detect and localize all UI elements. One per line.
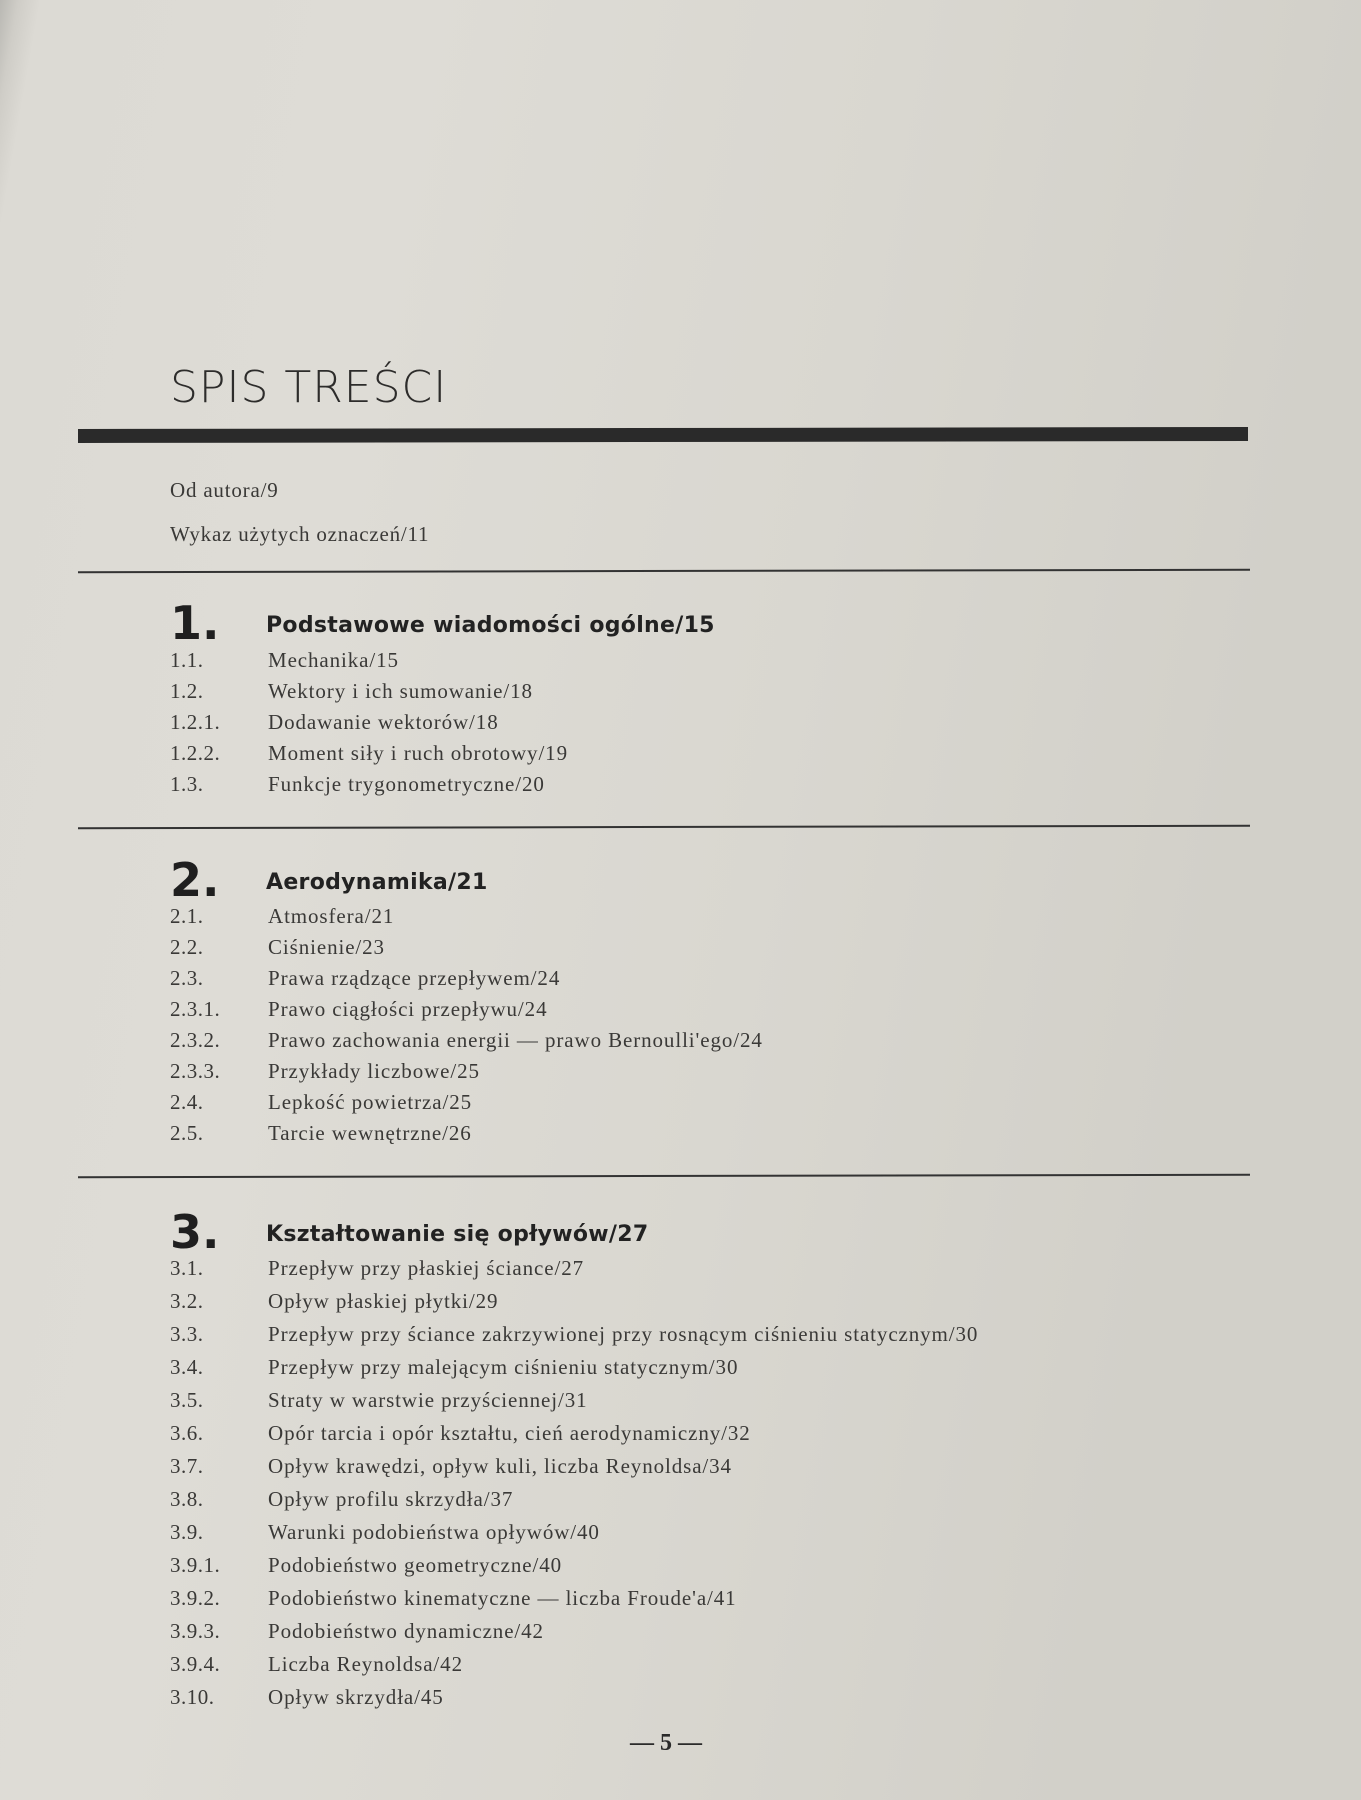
entry-text: Przepływ przy płaskiej ściance/27 xyxy=(268,1256,585,1280)
page-title: SPIS TREŚCI xyxy=(170,362,448,413)
entry-number: 1.2. xyxy=(170,679,204,703)
chapter-number: 2. xyxy=(170,853,220,907)
toc-entry xyxy=(170,1322,1270,1352)
entry-number: 3.1. xyxy=(170,1256,204,1280)
entry-number: 1.2.2. xyxy=(170,741,221,765)
toc-entry xyxy=(170,1619,1270,1649)
toc-entry xyxy=(170,679,1270,709)
entry-text: Opływ krawędzi, opływ kuli, liczba Reynoldsa/34 xyxy=(268,1454,732,1478)
entry-number: 3.5. xyxy=(170,1388,204,1412)
entry-number: 3.8. xyxy=(170,1487,204,1511)
entry-text: Atmosfera/21 xyxy=(268,904,395,928)
chapter-title: Aerodynamika/21 xyxy=(266,870,488,895)
entry-number: 3.2. xyxy=(170,1289,204,1313)
toc-entry xyxy=(170,1553,1270,1583)
toc-entry xyxy=(170,904,1270,934)
title-rule xyxy=(78,427,1248,443)
entry-text: Podobieństwo dynamiczne/42 xyxy=(268,1619,544,1643)
toc-entry xyxy=(170,1652,1270,1682)
entry-text: Podobieństwo kinematyczne — liczba Froude'a/41 xyxy=(268,1586,737,1610)
entry-number: 2.3.1. xyxy=(170,997,221,1021)
entry-text: Przykłady liczbowe/25 xyxy=(268,1059,480,1083)
toc-entry xyxy=(170,1388,1270,1418)
entry-number: 2.3.2. xyxy=(170,1028,221,1052)
entry-number: 2.5. xyxy=(170,1121,204,1145)
toc-entry xyxy=(170,1059,1270,1089)
entry-number: 3.7. xyxy=(170,1454,204,1478)
toc-entry xyxy=(170,648,1270,678)
chapter-number: 1. xyxy=(170,596,220,650)
entry-number: 1.3. xyxy=(170,772,204,796)
toc-entry xyxy=(170,1090,1270,1120)
entry-text: Przepływ przy ściance zakrzywionej przy rosnącym ciśnieniu statycznym/30 xyxy=(268,1322,979,1346)
entry-text: Prawo ciągłości przepływu/24 xyxy=(268,997,548,1021)
entry-text: Liczba Reynoldsa/42 xyxy=(268,1652,463,1676)
entry-text: Straty w warstwie przyściennej/31 xyxy=(268,1388,588,1412)
toc-entry xyxy=(170,741,1270,771)
entry-number: 1.2.1. xyxy=(170,710,221,734)
entry-text: Funkcje trygonometryczne/20 xyxy=(268,772,545,796)
entry-text: Opływ płaskiej płytki/29 xyxy=(268,1289,499,1313)
toc-entry xyxy=(170,997,1270,1027)
entry-text: Opływ profilu skrzydła/37 xyxy=(268,1487,514,1511)
entry-number: 3.3. xyxy=(170,1322,204,1346)
entry-number: 3.9.4. xyxy=(170,1652,221,1676)
entry-text: Opływ skrzydła/45 xyxy=(268,1685,444,1709)
entry-text: Dodawanie wektorów/18 xyxy=(268,710,499,734)
entry-text: Przepływ przy malejącym ciśnieniu statycznym/30 xyxy=(268,1355,739,1379)
chapter-title: Podstawowe wiadomości ogólne/15 xyxy=(266,613,715,638)
front-matter-item: Od autora/9 xyxy=(170,478,279,502)
entry-number: 2.3.3. xyxy=(170,1059,221,1083)
entry-number: 3.4. xyxy=(170,1355,204,1379)
entry-text: Tarcie wewnętrzne/26 xyxy=(268,1121,472,1145)
entry-number: 3.10. xyxy=(170,1685,215,1709)
entry-number: 2.4. xyxy=(170,1090,204,1114)
toc-entry xyxy=(170,1487,1270,1517)
entry-number: 3.9.3. xyxy=(170,1619,221,1643)
entry-text: Ciśnienie/23 xyxy=(268,935,385,959)
entry-text: Podobieństwo geometryczne/40 xyxy=(268,1553,563,1577)
front-matter-item: Wykaz użytych oznaczeń/11 xyxy=(170,522,430,546)
entry-number: 3.9.2. xyxy=(170,1586,221,1610)
toc-entry xyxy=(170,966,1270,996)
chapter-number: 3. xyxy=(170,1205,220,1259)
toc-entry xyxy=(170,1520,1270,1550)
entry-number: 2.3. xyxy=(170,966,204,990)
entry-text: Warunki podobieństwa opływów/40 xyxy=(268,1520,600,1544)
section-divider xyxy=(78,569,1250,573)
toc-entry xyxy=(170,1355,1270,1385)
toc-entry xyxy=(170,935,1270,965)
entry-number: 3.9.1. xyxy=(170,1553,221,1577)
entry-number: 1.1. xyxy=(170,648,204,672)
entry-text: Opór tarcia i opór kształtu, cień aerodynamiczny/32 xyxy=(268,1421,751,1445)
entry-text: Moment siły i ruch obrotowy/19 xyxy=(268,741,568,765)
entry-text: Prawo zachowania energii — prawo Bernoulli'ego/24 xyxy=(268,1028,763,1052)
entry-number: 2.2. xyxy=(170,935,204,959)
toc-entry xyxy=(170,1586,1270,1616)
entry-number: 3.6. xyxy=(170,1421,204,1445)
entry-text: Lepkość powietrza/25 xyxy=(268,1090,473,1114)
toc-entry xyxy=(170,710,1270,740)
chapter-title: Kształtowanie się opływów/27 xyxy=(266,1222,649,1247)
toc-entry xyxy=(170,772,1270,802)
toc-entry xyxy=(170,1454,1270,1484)
entry-text: Mechanika/15 xyxy=(268,648,399,672)
toc-entry xyxy=(170,1421,1270,1451)
toc-entry xyxy=(170,1685,1270,1715)
toc-entry xyxy=(170,1256,1270,1286)
toc-entry xyxy=(170,1121,1270,1151)
entry-number: 3.9. xyxy=(170,1520,204,1544)
entry-number: 2.1. xyxy=(170,904,204,928)
entry-text: Prawa rządzące przepływem/24 xyxy=(268,966,561,990)
section-divider xyxy=(78,1174,1250,1178)
section-divider xyxy=(78,825,1250,829)
toc-entry xyxy=(170,1289,1270,1319)
page-number: — 5 — xyxy=(630,1730,702,1756)
toc-entry xyxy=(170,1028,1270,1058)
entry-text: Wektory i ich sumowanie/18 xyxy=(268,679,533,703)
